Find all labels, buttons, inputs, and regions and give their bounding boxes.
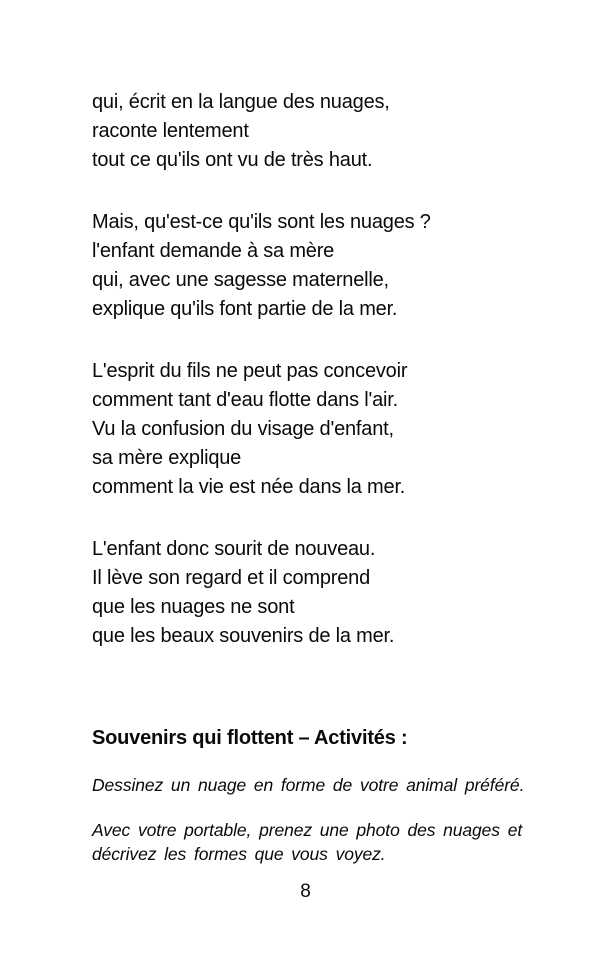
poem-line: que les beaux souvenirs de la mer. (92, 625, 395, 647)
page-content (92, 88, 571, 866)
poem-line: qui, avec une sagesse maternelle, (92, 269, 389, 291)
exercise-photo-clouds (92, 818, 571, 866)
poem-line: l'enfant demande à sa mère (92, 240, 335, 262)
poem-stanza-1 (92, 88, 571, 175)
poem-line: explique qu'ils font partie de la mer. (92, 298, 398, 320)
poem-line: Vu la confusion du visage d'enfant, (92, 418, 394, 440)
poem-line: Mais, qu'est-ce qu'ils sont les nuages ? (92, 211, 431, 233)
exercise-draw-cloud (92, 773, 571, 797)
poem-stanza-4 (92, 535, 571, 651)
poem-line: tout ce qu'ils ont vu de très haut. (92, 149, 373, 171)
activities-heading: Souvenirs qui flottent – Activités : (92, 727, 408, 749)
exercise-line: décrivez les formes que vous voyez. (92, 844, 386, 864)
poem-line: sa mère explique (92, 447, 242, 469)
poem-line: comment tant d'eau flotte dans l'air. (92, 389, 398, 411)
poem-line: L'enfant donc sourit de nouveau. (92, 538, 376, 560)
poem-stanza-2 (92, 208, 571, 324)
poem (92, 88, 571, 651)
poem-line: que les nuages ne sont (92, 596, 295, 618)
poem-line: comment la vie est née dans la mer. (92, 476, 406, 498)
poem-line: L'esprit du fils ne peut pas concevoir (92, 360, 408, 382)
poem-line: raconte lentement (92, 120, 249, 142)
poem-stanza-3 (92, 357, 571, 502)
exercise-line: Avec votre portable, prenez une photo des nuages et (92, 820, 523, 840)
poem-line: Il lève son regard et il comprend (92, 567, 370, 589)
exercise-line: Dessinez un nuage en forme de votre animal préféré. (92, 775, 525, 795)
page-number: 8 (300, 881, 311, 902)
poem-line: qui, écrit en la langue des nuages, (92, 91, 390, 113)
